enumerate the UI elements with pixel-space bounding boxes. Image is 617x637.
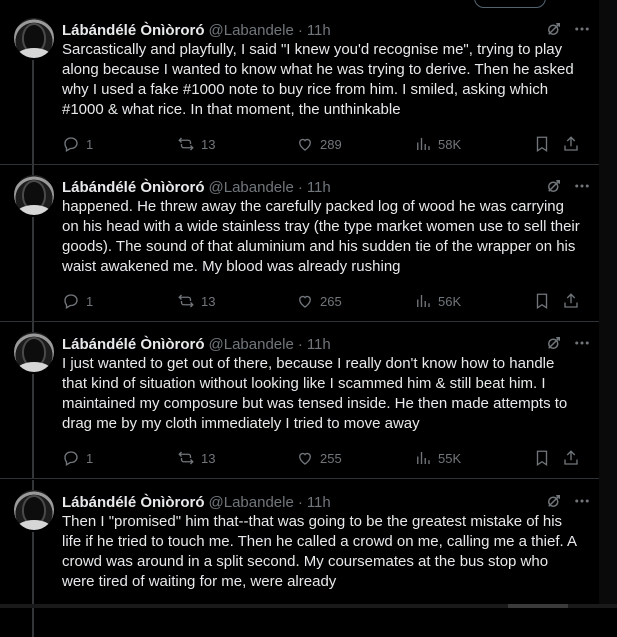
tweet-text: I just wanted to get out of there, because I really don't know how to handle that kind of situation without looking like I scammed him & still beat him. I maintained my composure but was tensed inside. He then made attempts to drag me by my cloth immediately I tried to move away xyxy=(62,355,568,432)
reply-count: 1 xyxy=(86,450,94,466)
views-count: 58K xyxy=(438,136,462,152)
reply-count: 1 xyxy=(86,293,94,309)
like-button[interactable] xyxy=(296,135,342,153)
avatar[interactable] xyxy=(14,18,54,58)
bookmark-button[interactable] xyxy=(533,135,551,153)
grok-icon[interactable] xyxy=(545,334,563,352)
views-button[interactable] xyxy=(414,292,461,310)
tweet[interactable] xyxy=(0,480,599,637)
author-handle[interactable]: @Labandele xyxy=(208,493,294,511)
views-count: 55K xyxy=(438,450,462,466)
reply-count: 1 xyxy=(86,136,94,152)
author-handle[interactable]: @Labandele xyxy=(208,178,294,196)
scrollbar-thumb[interactable] xyxy=(508,604,568,608)
more-icon[interactable] xyxy=(573,177,591,195)
bookmark-button[interactable] xyxy=(533,292,551,310)
more-icon[interactable] xyxy=(573,492,591,510)
heart-icon xyxy=(296,135,314,153)
grok-icon[interactable] xyxy=(545,177,563,195)
thread-line xyxy=(32,165,34,175)
thread-line xyxy=(32,322,34,332)
avatar[interactable] xyxy=(14,175,54,215)
scrollbar[interactable] xyxy=(599,0,617,608)
repost-count: 13 xyxy=(201,450,216,466)
repost-button[interactable] xyxy=(177,135,215,153)
more-icon[interactable] xyxy=(573,334,591,352)
tweet-divider xyxy=(0,478,599,479)
tweet-actions xyxy=(62,135,584,155)
repost-button[interactable] xyxy=(177,292,215,310)
like-count: 289 xyxy=(320,136,342,152)
thread-line xyxy=(32,60,34,165)
repost-button[interactable] xyxy=(177,449,215,467)
repost-count: 13 xyxy=(201,293,216,309)
author-name[interactable]: Lábándélé Ònìòroró xyxy=(62,21,205,39)
bookmark-button[interactable] xyxy=(533,449,551,467)
share-icon xyxy=(562,135,580,153)
tweet-text: Sarcastically and playfully, I said "I knew you'd recognise me", trying to play along because I wanted to know what he was trying to derive. Then he asked why I used a fake #1000 note to buy rice from him. I smiled, asking which #1000 & what rice. In that moment, the unthinkable xyxy=(62,41,574,118)
heart-icon xyxy=(296,449,314,467)
separator: · xyxy=(297,493,303,511)
views-icon xyxy=(414,292,432,310)
horizontal-scrollbar[interactable] xyxy=(0,604,617,608)
reply-icon xyxy=(62,292,80,310)
share-icon xyxy=(562,449,580,467)
share-button[interactable] xyxy=(562,135,580,153)
separator: · xyxy=(297,178,303,196)
tweet-actions xyxy=(62,449,584,469)
tweet-text: Then I "promised" him that--that was going to be the greatest mistake of his life if he tried to touch me. Then he called a crowd on me, calling me a thief. A crowd was around in a split second. My coursemates at the bus stop who were tired of waiting for me, were already xyxy=(62,513,577,590)
views-icon xyxy=(414,449,432,467)
grok-icon[interactable] xyxy=(545,20,563,38)
tweet-actions xyxy=(62,292,584,312)
separator: · xyxy=(297,21,303,39)
views-button[interactable] xyxy=(414,135,461,153)
bookmark-icon xyxy=(533,449,551,467)
views-icon xyxy=(414,135,432,153)
tweet-header xyxy=(62,20,591,40)
like-count: 255 xyxy=(320,450,342,466)
more-icon[interactable] xyxy=(573,20,591,38)
avatar[interactable] xyxy=(14,490,54,530)
grok-icon[interactable] xyxy=(545,492,563,510)
tweet-header xyxy=(62,177,591,197)
repost-icon xyxy=(177,449,195,467)
thread-line xyxy=(32,480,34,490)
thread-line xyxy=(32,532,34,637)
tweet[interactable] xyxy=(0,165,599,322)
like-button[interactable] xyxy=(296,292,342,310)
like-count: 265 xyxy=(320,293,342,309)
repost-icon xyxy=(177,135,195,153)
views-count: 56K xyxy=(438,293,462,309)
separator: · xyxy=(297,335,303,353)
author-handle[interactable]: @Labandele xyxy=(208,335,294,353)
bookmark-icon xyxy=(533,292,551,310)
repost-count: 13 xyxy=(201,136,216,152)
tweet[interactable] xyxy=(0,8,599,165)
bookmark-icon xyxy=(533,135,551,153)
tweet-text: happened. He threw away the carefully packed log of wood he was carrying on his head with a wide stainless tray (the type market women use to sell their goods). The sound of that aluminium and his sudden tie of the wrapper on his waist awakened me. My blood was already rushing xyxy=(62,198,580,275)
reply-button[interactable] xyxy=(62,449,93,467)
author-name[interactable]: Lábándélé Ònìòroró xyxy=(62,178,205,196)
views-button[interactable] xyxy=(414,449,461,467)
repost-icon xyxy=(177,292,195,310)
tweet-header xyxy=(62,334,591,354)
tweet-header xyxy=(62,492,591,512)
thread-line xyxy=(32,217,34,322)
reply-button[interactable] xyxy=(62,135,93,153)
share-icon xyxy=(562,292,580,310)
author-name[interactable]: Lábándélé Ònìòroró xyxy=(62,493,205,511)
timestamp[interactable]: 11h xyxy=(306,21,331,39)
timestamp[interactable]: 11h xyxy=(306,493,331,511)
reply-button[interactable] xyxy=(62,292,93,310)
share-button[interactable] xyxy=(562,292,580,310)
timestamp[interactable]: 11h xyxy=(306,335,331,353)
reply-icon xyxy=(62,449,80,467)
avatar[interactable] xyxy=(14,332,54,372)
top-button-fragment[interactable] xyxy=(474,0,546,8)
reply-icon xyxy=(62,135,80,153)
timestamp[interactable]: 11h xyxy=(306,178,331,196)
tweet[interactable] xyxy=(0,322,599,479)
thread-line xyxy=(32,374,34,479)
author-handle[interactable]: @Labandele xyxy=(208,21,294,39)
author-name[interactable]: Lábándélé Ònìòroró xyxy=(62,335,205,353)
like-button[interactable] xyxy=(296,449,342,467)
share-button[interactable] xyxy=(562,449,580,467)
heart-icon xyxy=(296,292,314,310)
